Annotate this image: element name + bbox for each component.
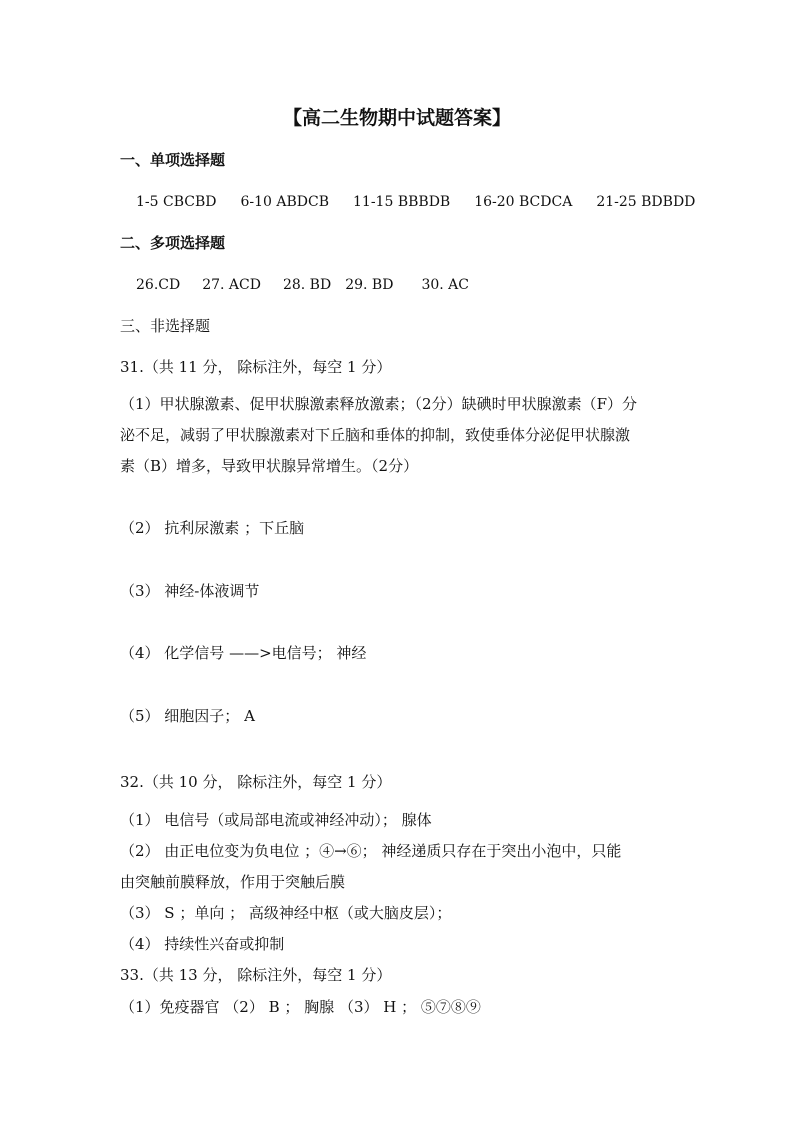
single-choice-answers: [136, 192, 695, 212]
section-heading-non-choice: 三、非选择题: [120, 317, 211, 335]
answer-group: 26.CD: [136, 277, 181, 293]
answer-group: 16-20 BCDCA: [474, 194, 573, 210]
section-heading-single-choice: 一、单项选择题: [120, 151, 226, 169]
q32-answer-1: （1） 电信号（或局部电流或神经冲动）； 腺体: [120, 811, 432, 829]
answer-group: 21-25 BDBDD: [596, 194, 696, 210]
q31-answer-3: （3） 神经-体液调节: [120, 582, 260, 600]
q32-answer-2-line: 由突触前膜释放，作用于突触后膜: [120, 873, 346, 891]
answer-group: 28. BD: [282, 277, 332, 293]
answer-group: 6-10 ABDCB: [240, 194, 330, 210]
answer-group: 27. ACD: [202, 277, 261, 293]
answer-group: 1-5 CBCBD: [136, 194, 217, 210]
answer-group: 29. BD: [345, 277, 394, 293]
answer-group: 30. AC: [421, 277, 469, 293]
q31-header: 31.（共 11 分， 除标注外，每空 1 分）: [120, 358, 392, 376]
q31-answer-5: （5） 细胞因子； A: [120, 707, 255, 725]
q32-answer-3: （3） S ；单向 ； 高级神经中枢（或大脑皮层）；: [120, 904, 452, 922]
q31-answer-1-line: 素（B）增多，导致甲状腺异常增生。（2分）: [120, 457, 419, 475]
page-title: 【高二生物期中试题答案】: [282, 107, 511, 129]
q31-answer-2: （2） 抗利尿激素 ；下丘脑: [120, 519, 305, 537]
q32-answer-4: （4） 持续性兴奋或抑制: [120, 935, 285, 953]
q31-answer-1-line: （1）甲状腺激素、促甲状腺激素释放激素；（2分）缺碘时甲状腺激素（F）分: [120, 395, 637, 413]
q33-header: 33.（共 13 分， 除标注外，每空 1 分）: [120, 966, 392, 984]
q33-answer-1: （1）免疫器官 （2） B ； 胸腺 （3） H ； ⑤⑦⑧⑨: [120, 998, 481, 1016]
q32-header: 32.（共 10 分， 除标注外，每空 1 分）: [120, 773, 392, 791]
section-heading-multiple-choice: 二、多项选择题: [120, 234, 226, 252]
q31-answer-1-line: 泌不足，减弱了甲状腺激素对下丘脑和垂体的抑制，致使垂体分泌促甲状腺激: [120, 426, 631, 444]
answer-group: 11-15 BBBDB: [353, 194, 451, 210]
multiple-choice-answers: [136, 275, 469, 295]
q32-answer-2-line: （2） 由正电位变为负电位 ；④→⑥； 神经递质只存在于突出小泡中，只能: [120, 842, 622, 860]
q31-answer-4: （4） 化学信号 ——>电信号； 神经: [120, 644, 367, 662]
